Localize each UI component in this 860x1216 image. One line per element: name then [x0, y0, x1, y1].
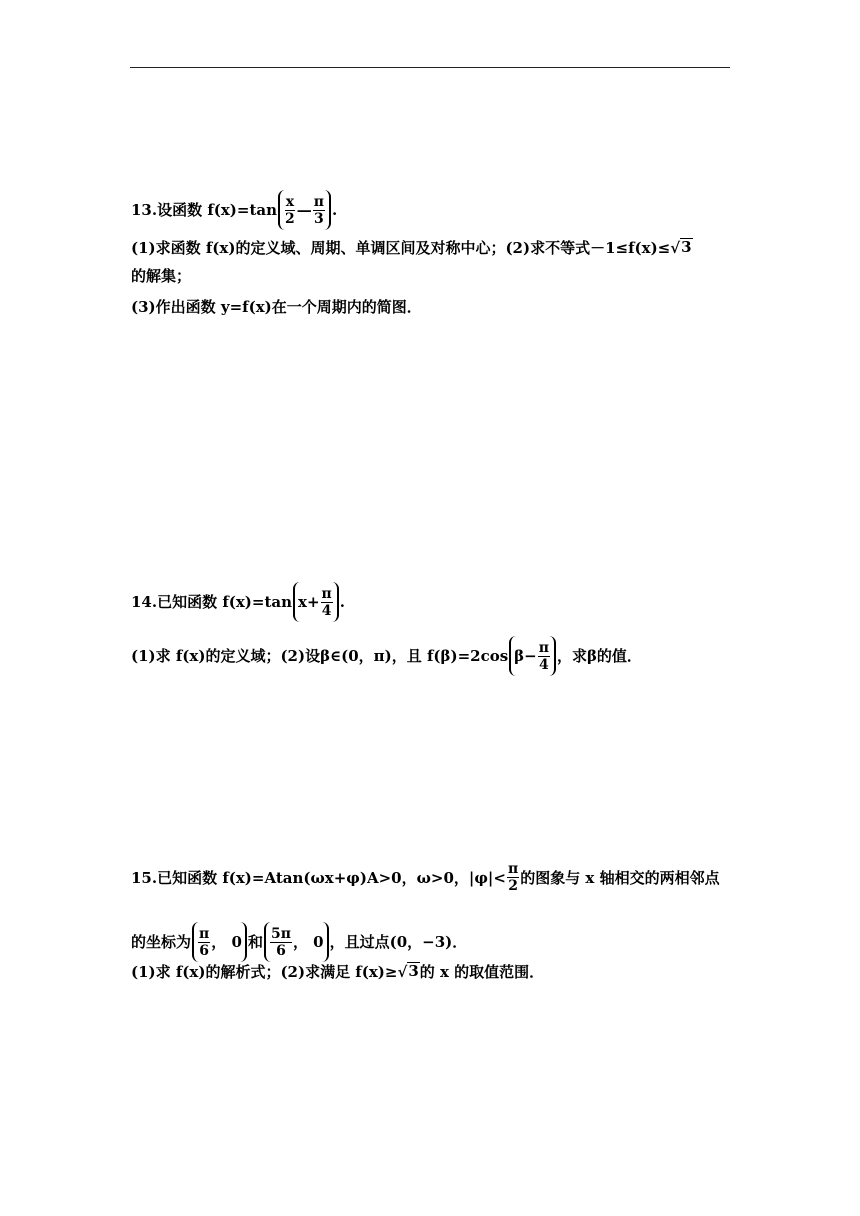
problem-13-part2-cont: 的解集； [131, 267, 192, 285]
header-rule [130, 67, 730, 68]
problem-13-part3: (3)作出函数 y=f(x)在一个周期内的简图． [131, 298, 422, 316]
p13-minus: — [296, 201, 312, 219]
p14-parts-text: (1)求 f(x)的定义域；(2)设β∈(0，π)，且 f(β)=2cos [131, 647, 509, 665]
p14-frac-pi-4b: $\frac{\pi}{4}$ [538, 639, 549, 673]
problem-15-title: 15.已知函数 f(x)=Atan(ωx+φ)A>0，ω>0，|φ|< $\frac{\pi}{2}$ 的图象与 x 轴相交的两相邻点 [131, 861, 720, 894]
p14-lead-text: 14.已知函数 f(x)=tan [131, 593, 293, 611]
p13-part12-text: (1)求函数 f(x)的定义域、周期、单调区间及对称中心；(2)求不等式－1≤f(x)≤ [131, 239, 671, 257]
p15-lead-text: 15.已知函数 f(x)=Atan(ωx+φ)A>0，ω>0，|φ|< [131, 868, 506, 887]
p15-frac-pi-2: $\frac{\pi}{2}$ [507, 861, 519, 894]
p14-cos-paren: β− $\frac{\pi}{4}$ [509, 636, 556, 676]
problem-15-parts: (1)求 f(x)的解析式；(2)求满足 f(x)≥ √ 3 的 x 的取值范围． [131, 962, 545, 981]
problem-15-points: 的坐标为 $\frac{\pi}{6}$ ， 0 和 $\frac{5\pi}{6}$ ， 0 ，且过点(0，−3)． [131, 922, 467, 962]
p15-point-2: $\frac{5\pi}{6}$ ， 0 [264, 922, 329, 962]
p13-frac-x-2: $\frac{x}{2}$ [285, 193, 295, 227]
problem-14-parts: (1)求 f(x)的定义域；(2)设β∈(0，π)，且 f(β)=2cos β− $\frac{\pi}{4}$ ，求β的值． [131, 636, 642, 676]
problem-13-title: 13.设函数 f(x)=tan $\frac{x}{2}$ — $\frac{\pi}{3}$ . [131, 190, 337, 230]
problem-13-part1-2 [131, 238, 693, 258]
problem-14-title: 14.已知函数 f(x)=tan x+ $\frac{\pi}{4}$ . [131, 582, 345, 622]
p13-frac-pi-3: $\frac{\pi}{3}$ [313, 193, 325, 227]
p13-paren-expr [278, 190, 331, 230]
p13-sqrt3: √ 3 [670, 238, 692, 257]
p14-frac-pi-4: $\frac{\pi}{4}$ [321, 585, 332, 619]
p14-paren-expr: x+ $\frac{\pi}{4}$ [293, 582, 339, 622]
p13-lead-text: 13.设函数 f(x)=tan [131, 201, 278, 219]
p15-point-1: $\frac{\pi}{6}$ ， 0 [192, 922, 247, 962]
p15-sqrt3: √ 3 [397, 962, 419, 981]
